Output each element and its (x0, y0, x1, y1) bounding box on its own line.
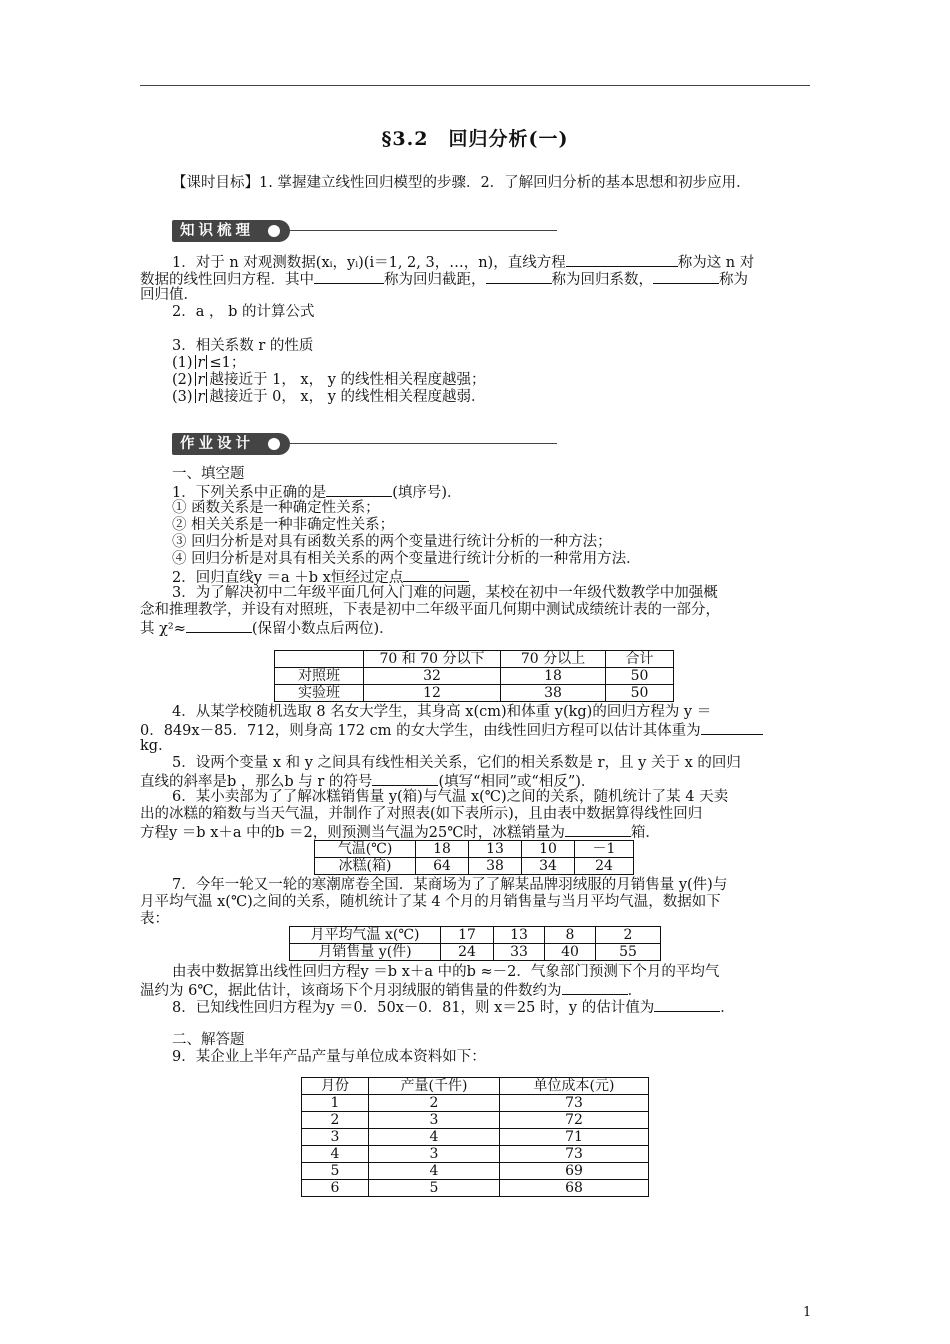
q1-option-3: ③ 回归分析是对具有函数关系的两个变量进行统计分析的一种方法； (172, 534, 612, 550)
blank (565, 823, 631, 837)
question-4-line-2: 0．849x－85．712，则身高 172 cm 的女大学生，由线性回归方程可以估计其体重为 (140, 721, 763, 740)
question-7-line-1: 7．今年一轮又一轮的寒潮席卷全国．某商场为了了解某品牌羽绒服的月销售量 y(件)与 (172, 877, 728, 893)
goal-label: 【课时目标】 (172, 175, 259, 191)
table-row: 月销售量 y(件) 24 33 40 55 (290, 944, 661, 961)
question-6-line-2: 出的冰糕的箱数与当天气温，并制作了对照表(如下表所示)，且由表中数据算得线性回归 (140, 806, 703, 822)
question-3-line-3: 其 χ²≈ (保留小数点后两位)． (140, 621, 394, 637)
top-rule (140, 85, 810, 86)
property-3: (3) r 越接近于 0， x， y 的线性相关程度越弱． (172, 389, 486, 405)
question-7-line-3: 表： (140, 911, 169, 927)
blank (314, 270, 384, 284)
table-q7 (289, 926, 661, 961)
q1-option-2: ② 相关关系是一种非确定性关系； (172, 517, 395, 533)
table-row: 3 4 71 (302, 1129, 649, 1146)
knowledge-line-4: 2．a ， b 的计算公式 (172, 304, 315, 320)
property-2: (2) r 越接近于 1， x， y 的线性相关程度越强； (172, 372, 486, 388)
heading-rule (290, 443, 557, 444)
table-row: 气温(℃) 18 13 10 －1 (315, 841, 634, 858)
blank (653, 270, 719, 284)
question-7-line-4: 由表中数据算出线性回归方程y ＝b x＋a 中的b ≈－2．气象部门预测下个月的平均气 (172, 964, 720, 980)
blank (326, 483, 392, 497)
table-row: 4 3 73 (302, 1146, 649, 1163)
question-2: 2．回归直线y ＝a ＋b x恒经过定点 (172, 568, 469, 587)
blank (701, 721, 763, 735)
answer-section-title: 二、解答题 (172, 1032, 245, 1048)
question-3-line-2: 念和推理教学，并设有对照班，下表是初中二年级平面几何期中测试成绩统计表的一部分， (140, 602, 720, 618)
bullet-dot-icon (268, 225, 280, 237)
knowledge-line-2: 数据的线性回归方程．其中 称为回归截距， 称为回归系数， 称为 (140, 272, 748, 288)
table-header-row: 70 和 70 分以下 70 分以上 合计 (275, 651, 674, 668)
blank (562, 981, 628, 995)
knowledge-line-3: 回归值． (140, 287, 198, 303)
blank (486, 270, 552, 284)
table-row: 实验班 12 38 50 (275, 685, 674, 702)
table-q9 (301, 1077, 649, 1197)
table-q3 (274, 650, 674, 702)
question-3-line-1: 3．为了解决初中二年级平面几何入门难的问题，某校在初中一年级代数教学中加强概 (172, 585, 718, 601)
table-header-row: 月份 产量(千件) 单位成本(元) (302, 1078, 649, 1095)
question-8: 8．已知线性回归方程为y ＝0．50x－0．81，则 x＝25 时，y 的估计值为 ． (172, 1000, 735, 1016)
goal-text: 1. 掌握建立线性回归模型的步骤．2．了解回归分析的基本思想和初步应用． (259, 175, 751, 191)
blank (186, 619, 252, 633)
question-5-line-2: 直线的斜率是b ，那么b 与 r 的符号 (填写“相同”或“相反”)． (140, 774, 596, 790)
blank (372, 772, 438, 786)
question-7-line-2: 月平均气温 x(℃)之间的关系，随机统计了某 4 个月的月销售量与当月平均气温，数据如下 (140, 894, 721, 910)
question-1: 1．下列关系中正确的是 (填序号)． (172, 485, 462, 501)
page-title: §3.2 回归分析(一) (381, 128, 569, 150)
blank (654, 998, 720, 1012)
question-4-line-1: 4．从某学校随机选取 8 名女大学生，其身高 x(cm)和体重 y(kg)的回归方程为 y ＝ (172, 704, 712, 720)
question-9: 9．某企业上半年产品产量与单位成本资料如下： (172, 1049, 486, 1065)
table-row: 对照班 32 18 50 (275, 668, 674, 685)
table-row: 1 2 73 (302, 1095, 649, 1112)
page-number: 1 (803, 1305, 812, 1320)
question-5-line-1: 5．设两个变量 x 和 y 之间具有线性相关关系，它们的相关系数是 r，且 y 关于 x 的回归 (172, 755, 741, 771)
q1-option-4: ④ 回归分析是对具有相关关系的两个变量进行统计分析的一种常用方法． (172, 551, 641, 567)
section-heading-knowledge (172, 218, 557, 244)
question-6-line-1: 6．某小卖部为了了解冰糕销售量 y(箱)与气温 x(℃)之间的关系，随机统计了某 4 天卖 (172, 789, 729, 805)
question-4-line-3: kg． (140, 738, 173, 754)
question-6-line-3: 方程y ＝b x＋a 中的b ＝2，则预测当气温为25℃时，冰糕销量为 箱． (140, 825, 660, 841)
table-q6 (314, 840, 634, 875)
lesson-goal (172, 175, 751, 192)
fill-in-title: 一、填空题 (172, 466, 245, 482)
section-heading-homework (172, 431, 557, 457)
section-heading-label: 知识梳理 (172, 220, 290, 242)
table-row: 冰糕(箱) 64 38 34 24 (315, 858, 634, 875)
heading-rule (290, 230, 557, 231)
blank (566, 253, 678, 267)
knowledge-line-5: 3．相关系数 r 的性质 (172, 338, 314, 354)
table-row: 月平均气温 x(℃) 17 13 8 2 (290, 927, 661, 944)
knowledge-line-1: 1．对于 n 对观测数据(xᵢ，yᵢ)(i＝1, 2, 3，…，n)，直线方程 称为这 n 对 (172, 255, 755, 271)
table-row: 6 5 68 (302, 1180, 649, 1197)
table-row: 2 3 72 (302, 1112, 649, 1129)
property-1: (1) r ≤1； (172, 355, 246, 371)
section-heading-label: 作业设计 (172, 433, 290, 455)
q1-option-1: ① 函数关系是一种确定性关系； (172, 500, 380, 516)
question-7-line-5: 温约为 6℃，据此估计，该商场下个月羽绒服的销售量的件数约为 ． (140, 983, 643, 999)
table-row: 5 4 69 (302, 1163, 649, 1180)
bullet-dot-icon (268, 438, 280, 450)
blank (403, 568, 469, 582)
